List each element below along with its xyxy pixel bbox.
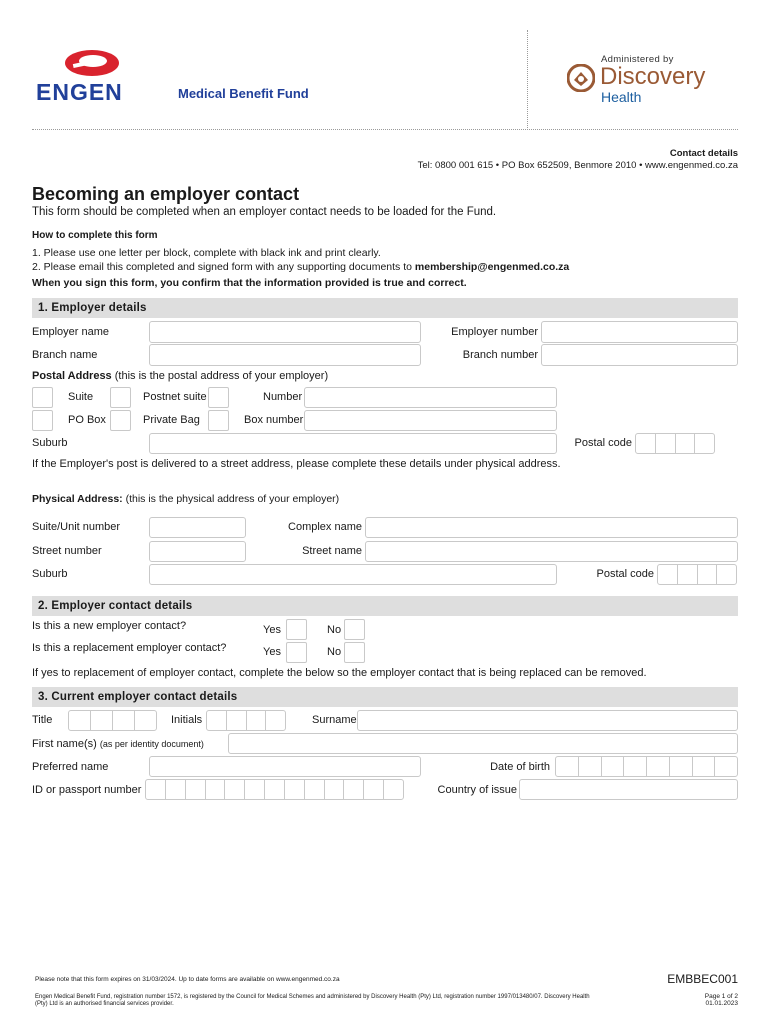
suburb-physical-label: Suburb [32,568,68,580]
surname-field[interactable] [357,710,738,731]
replacement-no-checkbox[interactable] [344,642,365,663]
how-to-heading: How to complete this form [32,230,158,241]
po-box-checkbox[interactable] [32,410,53,431]
section-1-heading: 1. Employer details [32,298,738,318]
id-passport-field[interactable] [145,779,404,800]
preferred-name-label: Preferred name [32,761,109,773]
vertical-divider [527,30,528,130]
initials-field[interactable] [206,710,286,731]
box-number-checkbox[interactable] [208,410,229,431]
preferred-name-field[interactable] [149,756,421,777]
street-name-field[interactable] [365,541,738,562]
first-names-label [32,738,204,751]
suite-unit-field[interactable] [149,517,246,538]
suburb-physical-field[interactable] [149,564,557,585]
postal-code-label: Postal code [574,437,632,449]
employer-name-field[interactable] [149,321,421,343]
postal-code-physical-label: Postal code [596,568,654,580]
suite-unit-label: Suite/Unit number [32,521,121,533]
membership-email: membership@engenmed.co.za [414,261,570,273]
employer-number-label: Employer number [451,326,538,338]
number-checkbox[interactable] [208,387,229,408]
page-number: Page 1 of 2 [704,993,738,1000]
private-bag-label: Private Bag [143,414,200,426]
street-number-field[interactable] [149,541,246,562]
engen-wordmark: ENGEN [36,79,123,105]
engen-logo [36,48,152,104]
replacement-yes-checkbox[interactable] [286,642,307,663]
new-contact-yes-checkbox[interactable] [286,619,307,640]
legal-line-2: (Pty) Ltd is an authorised financial services provider. [35,1001,174,1007]
contact-title: Contact details [669,148,738,159]
discovery-wordmark: Discovery [600,63,706,90]
branch-number-field[interactable] [541,344,738,366]
branch-name-label: Branch name [32,349,98,361]
employer-number-field[interactable] [541,321,738,343]
complex-name-label: Complex name [288,521,362,533]
new-contact-no-label: No [327,624,342,636]
postal-address-heading [32,370,328,383]
title-label: Title [32,714,53,726]
country-of-issue-label: Country of issue [437,784,517,796]
first-names-note: (as per identity document) [99,739,204,749]
engen-e-icon [63,48,121,78]
physical-address-label: Physical Address: [32,493,123,505]
new-contact-no-checkbox[interactable] [344,619,365,640]
complex-name-field[interactable] [365,517,738,538]
new-contact-yes-label: Yes [263,624,281,636]
page-title: Becoming an employer contact [32,184,300,204]
replacement-note: If yes to replacement of employer contact, complete the below so the employer contact that is being replaced can be removed. [32,667,647,679]
number-field[interactable] [304,387,557,408]
instruction-step-2-text: 2. Please email this completed and signed form with any supporting documents to [32,261,415,273]
date-of-birth-label: Date of birth [490,761,550,773]
postal-code-field[interactable] [635,433,715,454]
branch-number-label: Branch number [462,349,538,361]
first-names-field[interactable] [228,733,738,754]
physical-address-note: (this is the physical address of your employer) [122,493,340,505]
po-box-label: PO Box [68,414,106,426]
replacement-contact-question: Is this a replacement employer contact? [32,642,227,654]
box-number-label: Box number [244,414,304,426]
instruction-step-2 [32,261,569,274]
street-number-label: Street number [32,545,102,557]
surname-label: Surname [312,714,357,726]
discovery-logo [567,62,717,106]
physical-address-heading [32,493,339,506]
expiry-note: Please note that this form expires on 31/03/2024. Up to date forms are available on www.engenmed.co.za [35,976,340,983]
legal-line-1: Engen Medical Benefit Fund, registration number 1572, is registered by the Council for Medical Schemes and administered by Discovery Health (Pty) Ltd, registration number 1997/013480/07. Discovery Health [35,994,590,1000]
new-contact-question: Is this a new employer contact? [32,620,187,632]
suite-checkbox[interactable] [32,387,53,408]
administered-by: Administered by [601,54,674,65]
suburb-label: Suburb [32,437,68,449]
private-bag-checkbox[interactable] [110,410,131,431]
header-divider [32,129,738,130]
form-code: EMBBEC001 [667,972,738,986]
discovery-emblem-icon [567,64,595,92]
postal-code-physical-field[interactable] [657,564,737,585]
intro-subtitle: This form should be completed when an employer contact needs to be loaded for the Fund. [32,206,497,218]
postnet-suite-label: Postnet suite [143,391,207,403]
confirm-statement: When you sign this form, you confirm that the information provided is true and correct. [32,277,467,289]
employer-name-label: Employer name [32,326,110,338]
postal-address-label: Postal Address [32,370,112,382]
postal-address-note: (this is the postal address of your employer) [111,370,329,382]
form-date: 01.01.2023 [705,1000,738,1007]
instruction-step-1: 1. Please use one letter per block, complete with black ink and print clearly. [32,247,381,259]
postnet-suite-checkbox[interactable] [110,387,131,408]
contact-line: Tel: 0800 001 615 • PO Box 652509, Benmore 2010 • www.engenmed.co.za [417,160,738,171]
initials-label: Initials [171,714,203,726]
box-number-field[interactable] [304,410,557,431]
replacement-no-label: No [327,646,342,658]
id-passport-label: ID or passport number [32,784,142,796]
country-of-issue-field[interactable] [519,779,738,800]
date-of-birth-field[interactable] [555,756,738,777]
discovery-health: Health [601,89,642,105]
branch-name-field[interactable] [149,344,421,366]
fund-name: Medical Benefit Fund [178,86,309,101]
section-2-heading: 2. Employer contact details [32,596,738,616]
first-names-text: First name(s) [32,738,97,750]
suburb-field[interactable] [149,433,557,454]
street-address-note: If the Employer's post is delivered to a street address, please complete these details under physical address. [32,458,561,470]
replacement-yes-label: Yes [263,646,281,658]
section-3-heading: 3. Current employer contact details [32,687,738,707]
number-label: Number [263,391,303,403]
suite-label: Suite [68,391,94,403]
title-field[interactable] [68,710,157,731]
street-name-label: Street name [302,545,362,557]
